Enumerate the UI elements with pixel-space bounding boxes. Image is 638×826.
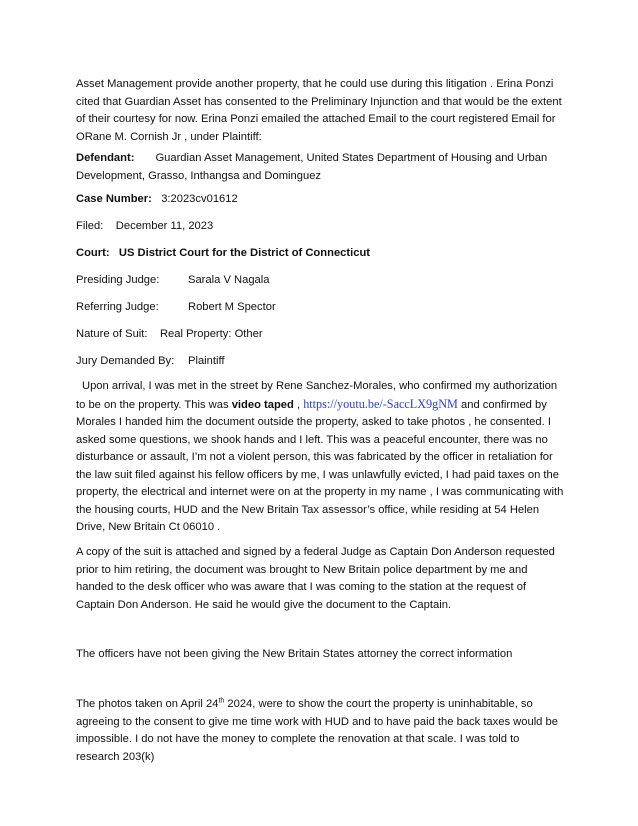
arrival-paragraph (76, 378, 566, 537)
court-label: Court: (76, 247, 110, 259)
filed-line (76, 218, 566, 236)
arrival-text-end: and confirmed by Morales I handed him the document outside the property, asked to take photos , he consented. I asked some questions, we shook hands and I left. This was a peaceful encounter, there was no disturbance or assault, I’m not a violent person, this was fabricated by the officer in retaliation for the law suit filed against his fellow officers by me, I was unlawfully evicted, I had paid taxes on the property, the electrical and internet were on at the property in my name , I was communicating with the housing courts, HUD and the New Britain Tax assessor’s office, while residing at 54 Helen Drive, New Britain Ct 06010 . (76, 398, 564, 533)
jury-demanded-value: Plaintiff (188, 355, 225, 367)
court-line (76, 245, 566, 263)
presiding-judge-value: Sarala V Nagala (188, 274, 270, 286)
case-number-value: 3:2023cv01612 (161, 193, 238, 205)
intro-paragraph: Asset Management provide another property, that he could use during this litigation . Erina Ponzi cited that Guardian Asset has consented to the Preliminary Injunction and that would be the extent of their courtesy for now. Erina Ponzi emailed the attached Email to the court registered Email for ORane M. Cornish Jr , under Plaintiff: (76, 78, 562, 143)
video-taped-text: video taped (231, 398, 294, 411)
nature-of-suit-line (76, 326, 566, 344)
defendant-value: Guardian Asset Management, United States Department of Housing and Urban Development, Grasso, Inthangsa and Dominguez (76, 152, 548, 182)
referring-judge-line (76, 299, 566, 317)
defendant-label: Defendant: (76, 152, 135, 164)
photos-text-start: The photos taken on April 24 (76, 698, 219, 710)
photos-paragraph (76, 696, 566, 766)
youtube-link[interactable]: https://youtu.be/-SaccLX9gNM (303, 396, 458, 411)
filed-value: December 11, 2023 (115, 220, 214, 232)
court-value: US District Court for the District of Connecticut (118, 247, 370, 259)
referring-judge-label: Referring Judge: (76, 301, 159, 313)
case-number-label: Case Number: (76, 193, 152, 205)
arrival-text-start: Upon arrival, I was met in the street by Rene Sanchez-Morales, who confirmed my authorization to be on the property. This was (76, 380, 558, 411)
case-number-line (76, 191, 566, 209)
suit-copy-paragraph: A copy of the suit is attached and signed by a federal Judge as Captain Don Anderson requested prior to him retiring, the document was brought to New Britain police department by me and handed to the desk officer who was aware that I was coming to the station at the request of Captain Don Anderson. He said he would give the document to the Captain. (76, 546, 555, 611)
link-separator: , (293, 398, 304, 411)
jury-demanded-label: Jury Demanded By: (76, 355, 175, 367)
jury-demanded-line (76, 353, 566, 371)
ordinal-suffix: th (218, 697, 225, 705)
photos-text-end: 2024, were to show the court the property is uninhabitable, so agreeing to the consent to give me time work with HUD and to have paid the back taxes would be impossible. I do not have the money to complete the renovation at that scale. I was told to research 203(k) (76, 698, 558, 763)
defendant-line (76, 150, 566, 185)
presiding-judge-line (76, 272, 566, 290)
nature-of-suit-label: Nature of Suit: (76, 328, 148, 340)
filed-label: Filed: (76, 220, 104, 232)
officers-paragraph: The officers have not been giving the New Britain States attorney the correct information (76, 648, 513, 660)
presiding-judge-label: Presiding Judge: (76, 274, 160, 286)
nature-of-suit-value: Real Property: Other (159, 328, 263, 340)
referring-judge-value: Robert M Spector (188, 301, 276, 313)
